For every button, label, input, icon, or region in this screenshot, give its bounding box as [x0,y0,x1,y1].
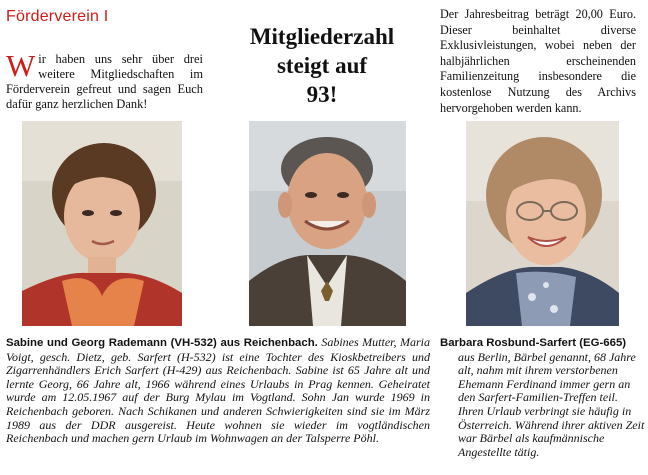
section-title: Förderverein I [6,8,109,25]
intro-paragraph [6,48,203,112]
intro-text: ir haben uns sehr über drei weitere Mitgliedschaften im Förderverein gefreut und sagen Euch dafür ganz herzlichen Dank! [6,52,203,111]
photo-barbara-rosbund-sarfert [466,121,619,326]
caption-rosbund-sarfert-lead: Barbara Rosbund-Sarfert (EG-665) [440,337,627,349]
membership-fee-note: Der Jahresbeitrag beträgt 20,00 Euro. Dieser beinhaltet diverse Exklusivleistungen, wobei neben der halbjährlichen erscheinenden Familienzeitung insbesondere die kostenlose Nutzung des Archivs hervorgehoben werden kann. [440,7,636,115]
caption-rademann-lead: Sabine und Georg Rademann (VH-532) aus Reichenbach. [6,337,318,349]
headline-line-2: steigt auf [276,53,368,78]
caption-rademann-body: Sabines Mutter, Maria Voigt, gesch. Dietz, geb. Sarfert (H-532) ist eine Tochter des Kioskbetreibers und Zigarrenhändlers Erich Sarfert (H-429) aus Reichenbach. Sabine ist 65 Jahre alt und lernte Georg, 66 Jahre alt, 1966 während eines Urlaubs in Prag kennen. Geheiratet wurde am 12.05.1967 auf der Burg Mylau im Vogtland. Sohn Jan wurde 1969 in Reichenbach geboren. Nach Schikanen und anderen Schwierigkeiten sind sie im März 1989 aus der DDR ausgereist. Heute wohnen sie wieder im vogtländischen Reichenbach und machen gern Urlaub im Wohnwagen an der Talsperre Pöhl. [6,335,430,446]
headline [222,22,422,109]
photo-georg-rademann [249,121,406,326]
photo-sabine-rademann [22,121,182,326]
caption-rosbund-sarfert [440,336,646,459]
headline-line-3: 93! [306,82,338,107]
headline-line-1: Mitgliederzahl [249,24,395,49]
caption-rosbund-sarfert-body: aus Berlin, Bärbel genannt, 68 Jahre alt, nahm mit ihrem verstorbenen Ehemann Ferdinand immer gern an den Sarfert-Familien-Treffen teil. Ihren Urlaub verbringt sie häufig in Österreich. Während ihrer aktiven Zeit war Bärbel als kaufmännische Angestellte tätig. [458,349,645,459]
caption-rademann [6,336,430,446]
drop-cap: W [6,48,36,83]
